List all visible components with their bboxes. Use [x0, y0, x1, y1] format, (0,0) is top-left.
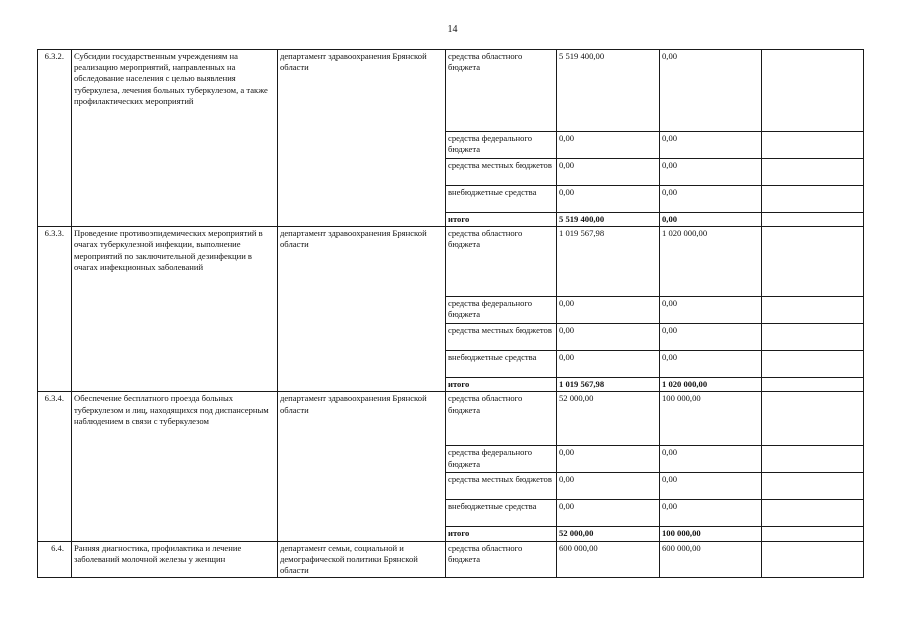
funding-source: средства областного бюджета: [446, 227, 557, 297]
amount-year-1: 0,00: [557, 500, 660, 527]
amount-year-3: [762, 392, 864, 446]
funding-source: внебюджетные средства: [446, 500, 557, 527]
amount-year-2: 0,00: [660, 473, 762, 500]
item-number: 6.4.: [38, 541, 72, 578]
funding-row: [38, 392, 864, 446]
amount-year-1: 0,00: [557, 186, 660, 213]
funding-source: средства областного бюджета: [446, 50, 557, 132]
amount-year-3: [762, 297, 864, 324]
item-number: 6.3.3.: [38, 227, 72, 392]
amount-year-3: [762, 527, 864, 541]
executor-name: департамент здравоохранения Брянской области: [278, 227, 446, 392]
amount-year-1: 0,00: [557, 446, 660, 473]
funding-source: средства местных бюджетов: [446, 473, 557, 500]
amount-year-1: 0,00: [557, 473, 660, 500]
amount-year-3: [762, 351, 864, 378]
amount-year-2: 600 000,00: [660, 541, 762, 578]
amount-year-1: 0,00: [557, 324, 660, 351]
program-table: [37, 49, 864, 578]
amount-year-2: 100 000,00: [660, 527, 762, 541]
amount-year-2: 1 020 000,00: [660, 227, 762, 297]
amount-year-3: [762, 541, 864, 578]
amount-year-1: 1 019 567,98: [557, 378, 660, 392]
funding-source: средства местных бюджетов: [446, 324, 557, 351]
amount-year-2: 0,00: [660, 500, 762, 527]
funding-row: [38, 541, 864, 578]
page-number: 14: [447, 24, 458, 35]
amount-year-1: 0,00: [557, 159, 660, 186]
item-name: Проведение противоэпидемических мероприятий в очагах туберкулезной инфекции, выполнение мероприятий по заключительной дезинфекции в очагах инфекционных заболеваний: [72, 227, 278, 392]
item-number: 6.3.4.: [38, 392, 72, 541]
amount-year-2: 0,00: [660, 132, 762, 159]
amount-year-2: 0,00: [660, 186, 762, 213]
amount-year-3: [762, 446, 864, 473]
amount-year-1: 5 519 400,00: [557, 213, 660, 227]
amount-year-1: 0,00: [557, 297, 660, 324]
amount-year-3: [762, 227, 864, 297]
amount-year-3: [762, 378, 864, 392]
item-name: Субсидии государственным учреждениям на реализацию мероприятий, направленных на обследование населения с целью выявления туберкулеза, лечения больных туберкулезом, а также профилактических мероприятий: [72, 50, 278, 227]
amount-year-3: [762, 132, 864, 159]
amount-year-3: [762, 324, 864, 351]
amount-year-3: [762, 473, 864, 500]
amount-year-2: 0,00: [660, 297, 762, 324]
amount-year-1: 0,00: [557, 351, 660, 378]
amount-year-2: 100 000,00: [660, 392, 762, 446]
funding-source: итого: [446, 378, 557, 392]
amount-year-1: 5 519 400,00: [557, 50, 660, 132]
funding-source: средства областного бюджета: [446, 392, 557, 446]
amount-year-2: 0,00: [660, 351, 762, 378]
amount-year-3: [762, 159, 864, 186]
funding-source: внебюджетные средства: [446, 186, 557, 213]
amount-year-1: 52 000,00: [557, 392, 660, 446]
funding-source: средства областного бюджета: [446, 541, 557, 578]
executor-name: департамент здравоохранения Брянской области: [278, 392, 446, 541]
amount-year-2: 0,00: [660, 159, 762, 186]
funding-source: средства федерального бюджета: [446, 132, 557, 159]
amount-year-3: [762, 186, 864, 213]
funding-row: [38, 50, 864, 132]
amount-year-1: 0,00: [557, 132, 660, 159]
amount-year-2: 0,00: [660, 213, 762, 227]
executor-name: департамент здравоохранения Брянской области: [278, 50, 446, 227]
amount-year-2: 0,00: [660, 50, 762, 132]
item-name: Ранняя диагностика, профилактика и лечение заболеваний молочной железы у женщин: [72, 541, 278, 578]
amount-year-3: [762, 50, 864, 132]
funding-row: [38, 227, 864, 297]
item-name: Обеспечение бесплатного проезда больных туберкулезом и лиц, находящихся под диспансерным наблюдением в связи с туберкулезом: [72, 392, 278, 541]
funding-source: итого: [446, 527, 557, 541]
funding-source: средства местных бюджетов: [446, 159, 557, 186]
funding-source: внебюджетные средства: [446, 351, 557, 378]
amount-year-3: [762, 500, 864, 527]
amount-year-1: 1 019 567,98: [557, 227, 660, 297]
item-number: 6.3.2.: [38, 50, 72, 227]
funding-source: средства федерального бюджета: [446, 297, 557, 324]
amount-year-1: 600 000,00: [557, 541, 660, 578]
funding-source: итого: [446, 213, 557, 227]
amount-year-3: [762, 213, 864, 227]
amount-year-2: 1 020 000,00: [660, 378, 762, 392]
amount-year-1: 52 000,00: [557, 527, 660, 541]
funding-source: средства федерального бюджета: [446, 446, 557, 473]
amount-year-2: 0,00: [660, 324, 762, 351]
amount-year-2: 0,00: [660, 446, 762, 473]
executor-name: департамент семьи, социальной и демографической политики Брянской области: [278, 541, 446, 578]
